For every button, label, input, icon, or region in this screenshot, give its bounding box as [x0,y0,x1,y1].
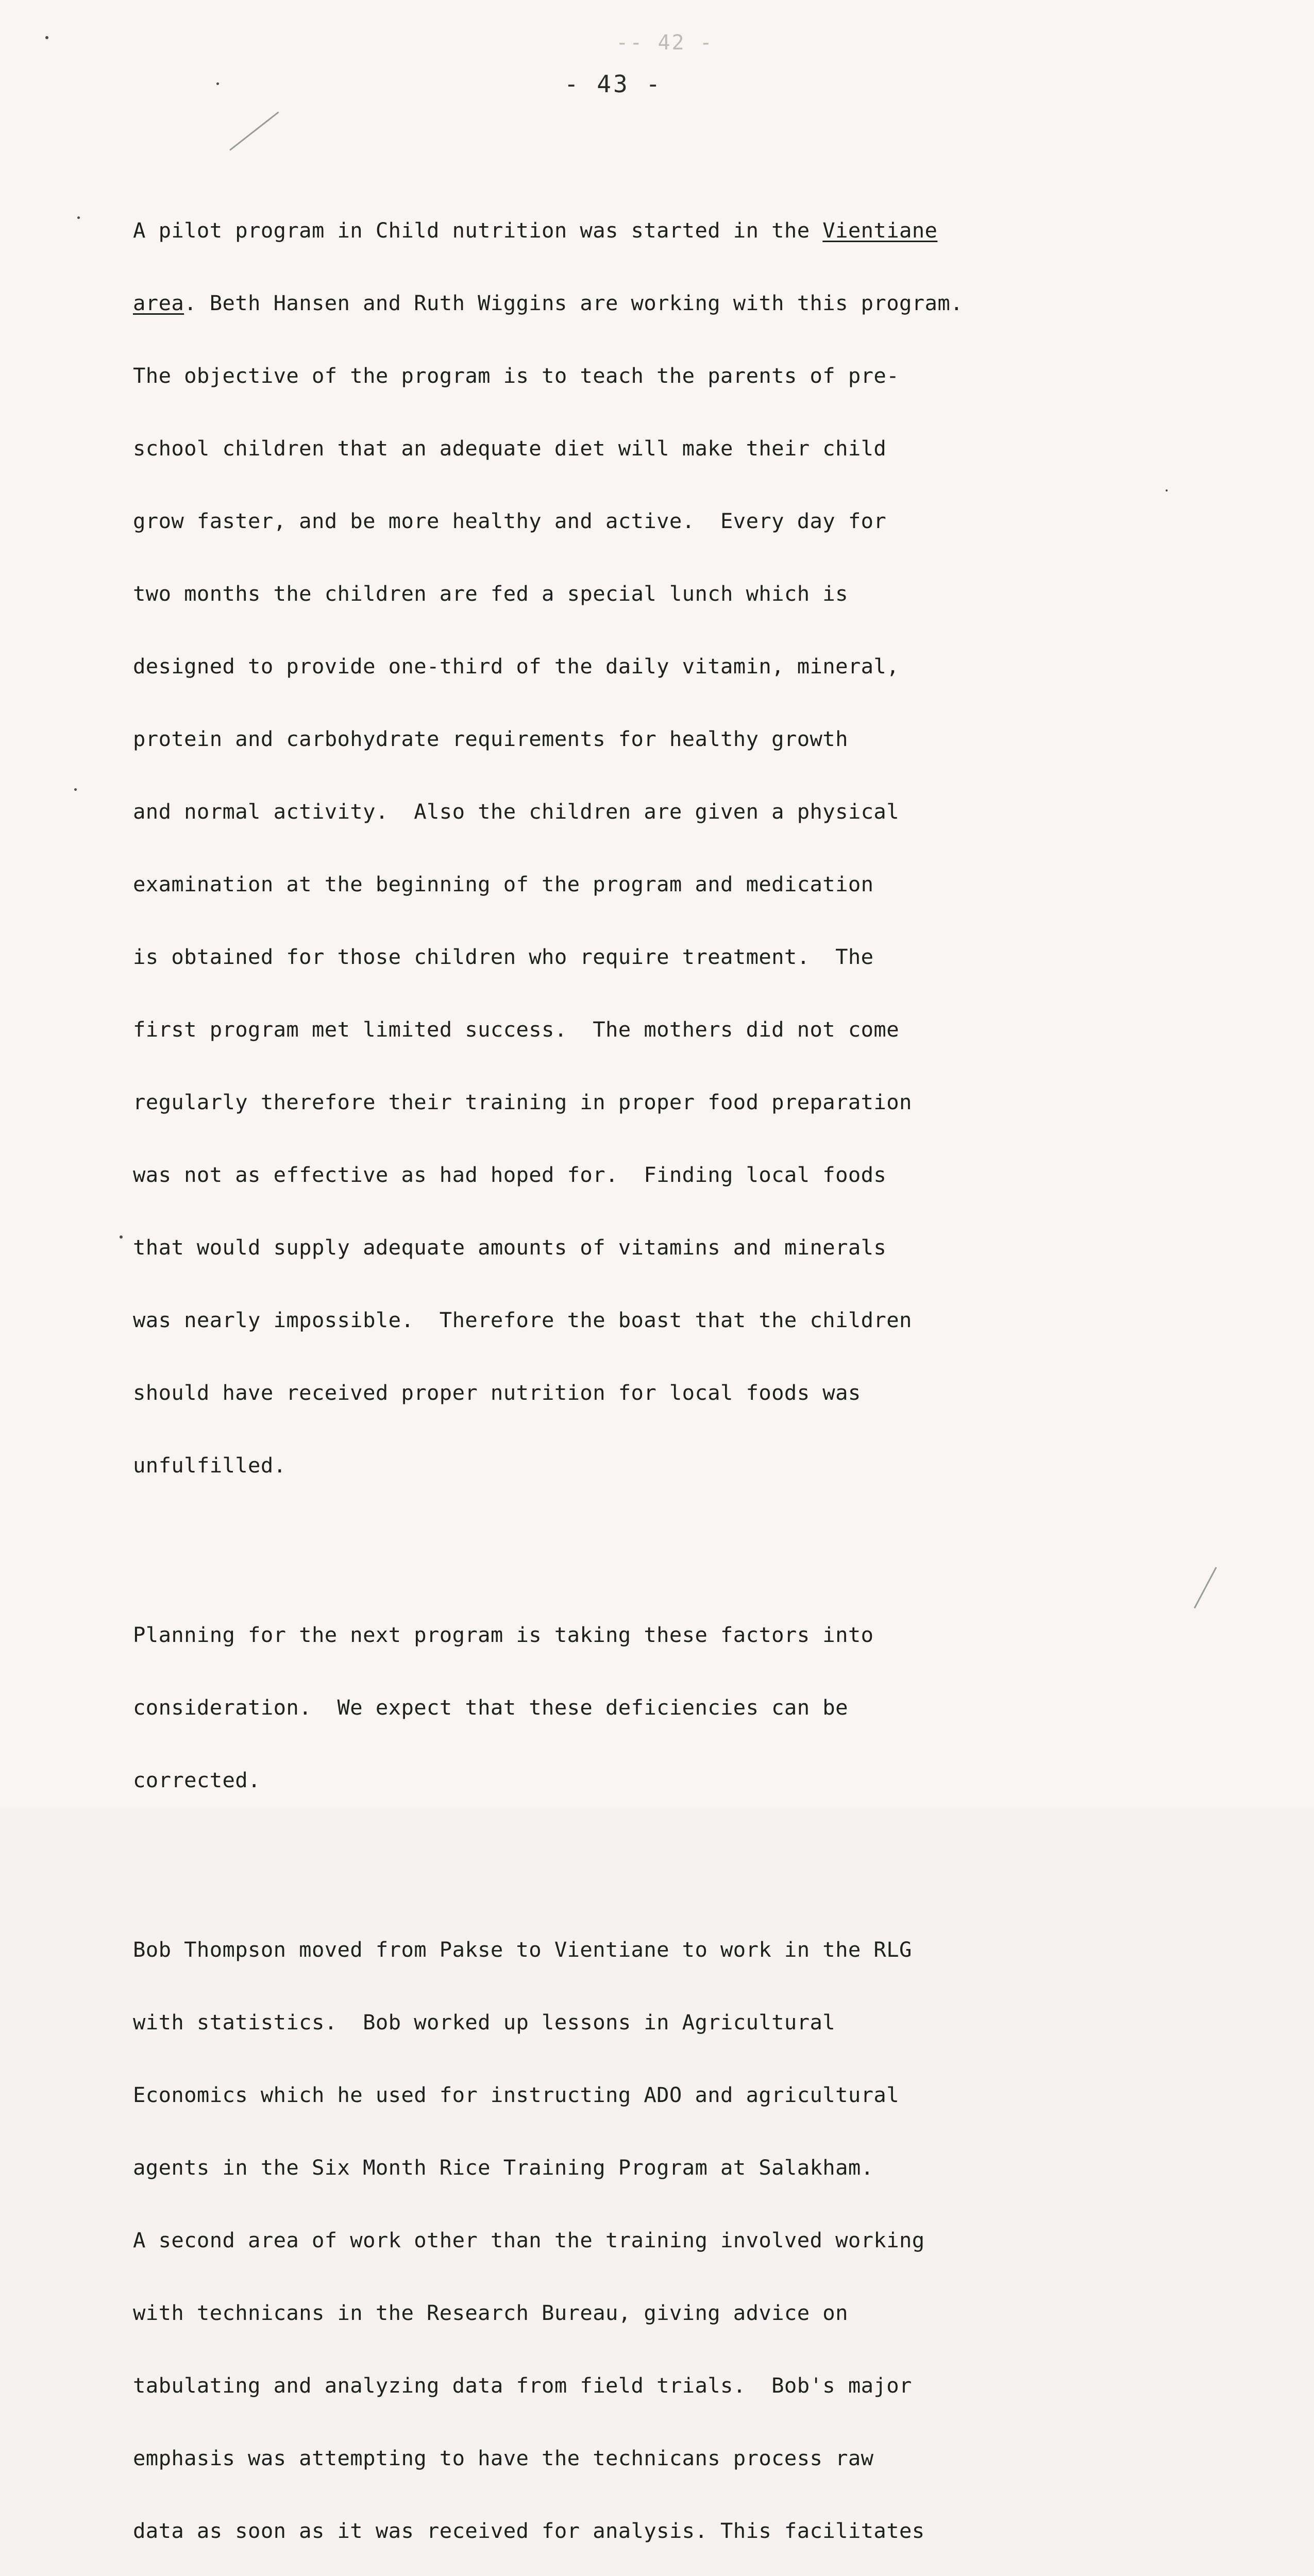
text-line: should have received proper nutrition for local foods was [133,1380,861,1405]
scan-speck [74,788,77,791]
text-line: data as soon as it was received for analysis. This facilitates [133,2518,925,2543]
text-line: consideration. We expect that these deficiencies can be [133,1695,848,1720]
scan-stroke [229,111,279,150]
text-line: with technicans in the Research Bureau, giving advice on [133,2300,848,2325]
text-line: A second area of work other than the training involved working [133,2228,925,2252]
text-line: Bob Thompson moved from Pakse to Vientiane to work in the RLG [133,1937,912,1962]
scan-speck [1166,489,1168,492]
text-line: was not as effective as had hoped for. Finding local foods [133,1162,887,1187]
page-number: - 43 - [564,70,663,98]
text-line [133,218,1164,243]
paragraph-next-program [133,1574,1164,1841]
text-line: protein and carbohydrate requirements for healthy growth [133,726,848,751]
text-line: corrected. [133,1768,261,1792]
text-line: is obtained for those children who require treatment. The [133,944,874,969]
underlined-word: Vientiane [822,218,938,243]
text-line: school children that an adequate diet will make their child [133,436,887,461]
bleed-through-page-number: -- 42 - [616,31,714,55]
paragraph-bob-thompson [133,1889,1164,2576]
text-line: that would supply adequate amounts of vitamins and minerals [133,1235,887,1260]
text-line: area. Beth Hansen and Ruth Wiggins are working with this program. [133,291,963,315]
text-line: with statistics. Bob worked up lessons in Agricultural [133,2010,836,2035]
line-segment: A pilot program in Child nutrition was started in the Vientiane [133,218,938,243]
scan-speck [120,1235,123,1239]
paragraph-child-nutrition [133,170,1164,1526]
text-line: was nearly impossible. Therefore the boast that the children [133,1308,912,1332]
text-line: and normal activity. Also the children are given a physical [133,799,899,824]
text-line: designed to provide one-third of the daily vitamin, mineral, [133,654,899,679]
text-line: first program met limited success. The mothers did not come [133,1017,899,1042]
text-line: grow faster, and be more healthy and active. Every day for [133,509,887,533]
text-line: regularly therefore their training in proper food preparation [133,1090,912,1114]
text-line: tabulating and analyzing data from field trials. Bob's major [133,2373,912,2398]
underlined-word: area [133,291,184,315]
scan-speck [216,82,219,85]
scan-stroke [1194,1567,1217,1608]
scan-speck [77,216,80,219]
text-line: emphasis was attempting to have the technicans process raw [133,2446,874,2470]
body-text [133,170,1164,2576]
text-line: Economics which he used for instructing ADO and agricultural [133,2082,899,2107]
text-line: The objective of the program is to teach the parents of pre- [133,363,899,388]
text-line: two months the children are fed a special lunch which is [133,581,848,606]
text-line: unfulfilled. [133,1453,287,1478]
text-line: Planning for the next program is taking these factors into [133,1622,874,1647]
scan-speck [45,36,48,39]
text-line: examination at the beginning of the program and medication [133,872,874,896]
text-line: agents in the Six Month Rice Training Program at Salakham. [133,2155,874,2180]
